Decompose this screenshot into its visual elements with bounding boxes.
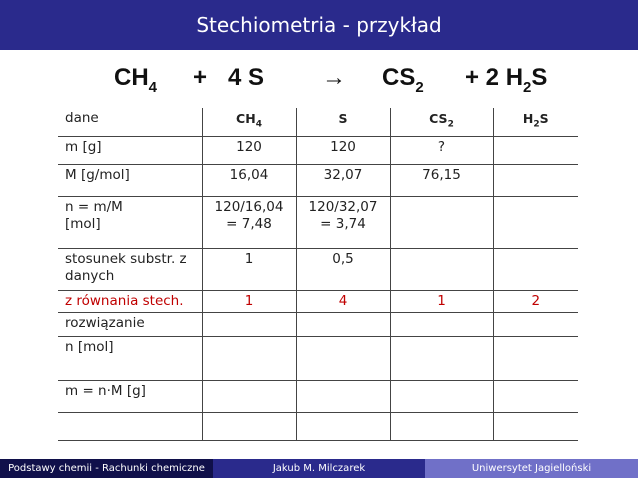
equation-product-cs2: $CS_2$ xyxy=(382,64,424,96)
table-cell xyxy=(390,336,493,380)
table-cell: ? xyxy=(390,136,493,164)
row-label: z równania stech. xyxy=(58,290,202,312)
table-row xyxy=(58,412,578,440)
header-h2s: $H_2S$ xyxy=(493,108,578,136)
row-label: m [g] xyxy=(58,136,202,164)
table-cell xyxy=(390,248,493,290)
table-cell xyxy=(296,412,390,440)
slide-title: Stechiometria - przykład xyxy=(196,13,442,37)
table-cell xyxy=(202,336,296,380)
table-cell: 2 xyxy=(493,290,578,312)
data-table xyxy=(58,108,578,441)
table-cell xyxy=(493,412,578,440)
table-cell: 16,04 xyxy=(202,164,296,196)
header-ch4: $CH_4$ xyxy=(202,108,296,136)
table-row xyxy=(58,380,578,412)
footer xyxy=(0,459,638,478)
header-s: S xyxy=(296,108,390,136)
table-cell: 1 xyxy=(202,248,296,290)
table-cell xyxy=(202,412,296,440)
table-cell xyxy=(296,336,390,380)
table-cell: 120/32,07 = 3,74 xyxy=(296,196,390,248)
reaction-equation xyxy=(0,64,638,102)
table-cell xyxy=(493,248,578,290)
table-cell xyxy=(296,312,390,336)
equation-arrow: → xyxy=(322,64,346,91)
table-cell xyxy=(202,380,296,412)
table-cell xyxy=(390,196,493,248)
equation-reactant-s: 4 S xyxy=(228,64,265,91)
table-cell xyxy=(296,380,390,412)
row-label: m = n·M [g] xyxy=(58,380,202,412)
row-label: rozwiązanie xyxy=(58,312,202,336)
table-cell xyxy=(390,380,493,412)
table-cell xyxy=(493,312,578,336)
table-header-row xyxy=(58,108,578,136)
table-row xyxy=(58,196,578,248)
table-cell: 120 xyxy=(202,136,296,164)
header-label: dane xyxy=(58,108,202,136)
table-row xyxy=(58,248,578,290)
table-cell: 120 xyxy=(296,136,390,164)
row-label: stosunek substr. z danych xyxy=(58,248,202,290)
table-cell: 1 xyxy=(202,290,296,312)
table-cell xyxy=(390,312,493,336)
footer-university: Uniwersytet Jagielloński xyxy=(425,459,638,478)
table-cell xyxy=(493,380,578,412)
table-cell: 4 xyxy=(296,290,390,312)
footer-course: Podstawy chemii - Rachunki chemiczne xyxy=(0,459,213,478)
table-row xyxy=(58,312,578,336)
table-cell xyxy=(493,196,578,248)
table-cell: 120/16,04 = 7,48 xyxy=(202,196,296,248)
row-label xyxy=(58,412,202,440)
table-cell: 1 xyxy=(390,290,493,312)
header-cs2: $CS_2$ xyxy=(390,108,493,136)
footer-author: Jakub M. Milczarek xyxy=(213,459,425,478)
table-cell xyxy=(390,412,493,440)
row-label: n = m/M [mol] xyxy=(58,196,202,248)
table-cell xyxy=(202,312,296,336)
table-row xyxy=(58,336,578,380)
row-label: n [mol] xyxy=(58,336,202,380)
equation-product-h2s: + 2 $H_2S$ xyxy=(465,64,548,96)
title-bar xyxy=(0,0,638,50)
table-cell: 0,5 xyxy=(296,248,390,290)
table-cell: 32,07 xyxy=(296,164,390,196)
table-cell xyxy=(493,164,578,196)
table-cell xyxy=(493,336,578,380)
table-cell: 76,15 xyxy=(390,164,493,196)
equation-plus: + xyxy=(193,64,208,91)
table-cell xyxy=(493,136,578,164)
table-row xyxy=(58,164,578,196)
table-row xyxy=(58,290,578,312)
table-row xyxy=(58,136,578,164)
row-label: M [g/mol] xyxy=(58,164,202,196)
equation-reactant-ch4: $CH_4$ xyxy=(114,64,158,96)
